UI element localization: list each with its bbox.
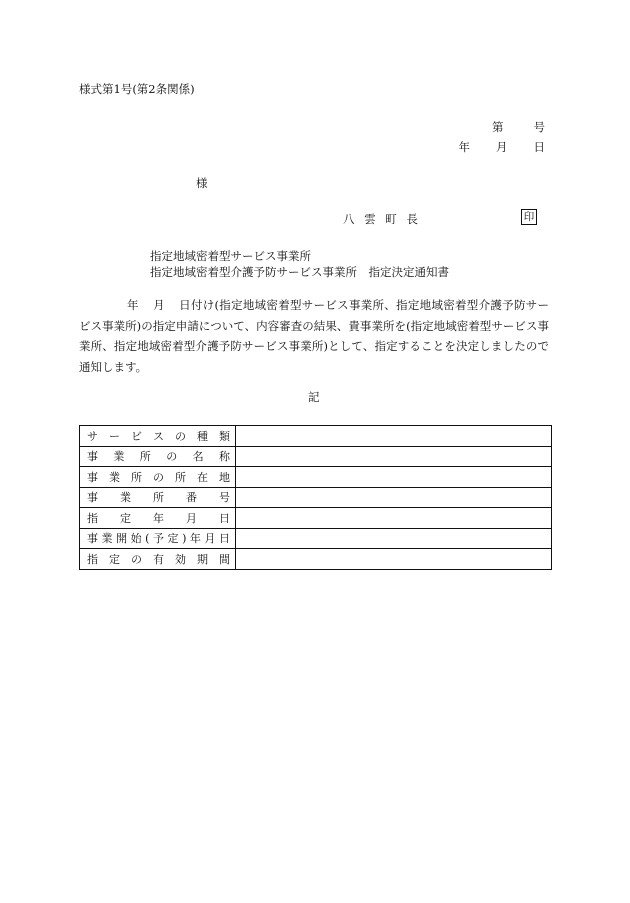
row-label-office-number: 事業所番号 bbox=[80, 487, 236, 508]
issuer-title: 八 雲 町 長 bbox=[343, 212, 421, 226]
row-value-start-date bbox=[236, 528, 552, 549]
ki-heading: 記 bbox=[308, 390, 320, 404]
row-value-validity-period bbox=[236, 549, 552, 570]
date-month: 月 bbox=[496, 140, 508, 154]
table-row bbox=[80, 528, 552, 549]
notice-body bbox=[79, 295, 549, 377]
subject-line-2: 指定地域密着型介護予防サービス事業所 指定決定通知書 bbox=[150, 265, 449, 279]
row-value-service-type bbox=[236, 426, 552, 447]
row-label-office-name: 事業所の名称 bbox=[80, 446, 236, 467]
row-label-validity-period: 指定の有効期間 bbox=[80, 549, 236, 570]
row-value-office-number bbox=[236, 487, 552, 508]
table-row bbox=[80, 487, 552, 508]
document-number bbox=[492, 119, 545, 135]
body-month: 月 bbox=[152, 298, 165, 312]
row-label-start-date: 事業開始(予定)年月日 bbox=[80, 528, 236, 549]
subject-line-1: 指定地域密着型サービス事業所 bbox=[150, 249, 311, 263]
table-row bbox=[80, 467, 552, 488]
doc-number-suffix: 号 bbox=[533, 120, 545, 134]
row-value-office-name bbox=[236, 446, 552, 467]
seal-mark: 印 bbox=[521, 209, 537, 225]
row-label-designation-date: 指定年月日 bbox=[80, 508, 236, 529]
table-row bbox=[80, 508, 552, 529]
date-day: 日 bbox=[533, 140, 545, 154]
table-row bbox=[80, 426, 552, 447]
doc-number-prefix: 第 bbox=[492, 120, 504, 134]
row-value-designation-date bbox=[236, 508, 552, 529]
row-label-service-type: サービスの種類 bbox=[80, 426, 236, 447]
date-year: 年 bbox=[458, 140, 470, 154]
row-value-office-address bbox=[236, 467, 552, 488]
document-subject bbox=[150, 248, 449, 280]
body-year: 年 bbox=[127, 298, 139, 312]
row-label-office-address: 事業所の所在地 bbox=[80, 467, 236, 488]
body-text: 日付け(指定地域密着型サービス事業所、指定地域密着型介護予防サービス事業所)の指定申請について、内容審査の結果、貴事業所を(指定地域密着型サービス事業所、指定地域密着型介護予防サービス事業所)として、指定することを決定しましたので通知します。 bbox=[79, 298, 550, 374]
addressee-suffix: 様 bbox=[196, 176, 208, 190]
table-row bbox=[80, 549, 552, 570]
form-number: 様式第1号(第2条関係) bbox=[79, 82, 195, 96]
table-row bbox=[80, 446, 552, 467]
document-date bbox=[459, 139, 546, 155]
designation-table bbox=[79, 425, 552, 570]
